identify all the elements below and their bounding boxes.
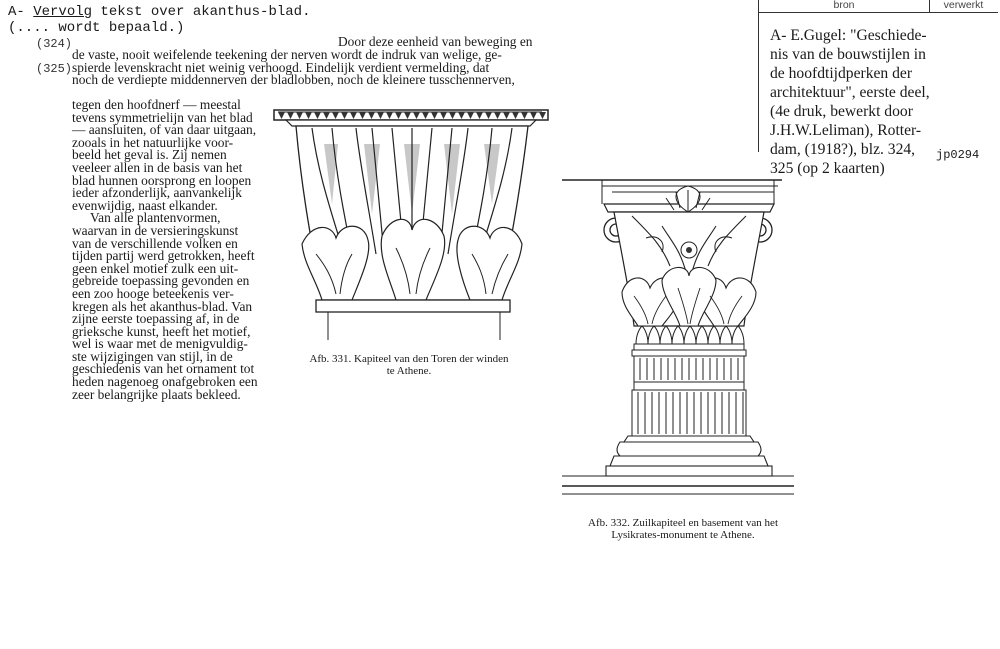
body-line: zijne eerste toepassing af, in de bbox=[72, 311, 240, 327]
figure-332-caption bbox=[578, 517, 788, 541]
body-line: Van alle plantenvormen, bbox=[90, 210, 221, 226]
body-line: ste wijzigingen van stijl, in de bbox=[72, 348, 233, 364]
reference-line: de hoofdtijdperken der bbox=[770, 65, 913, 82]
document-title bbox=[8, 4, 310, 20]
body-line: veeleer allen in de basis van het bbox=[72, 159, 243, 175]
figure-331-caption bbox=[298, 353, 520, 377]
body-line: zeer belangrijke plaats bekleed. bbox=[72, 386, 241, 402]
body-line: geschiedenis van het ornament tot bbox=[72, 361, 255, 377]
caption-line: Afb. 331. Kapiteel van den Toren der winden bbox=[309, 353, 509, 365]
reference-line: nis van de bouwstijlen in bbox=[770, 46, 926, 63]
body-line: ieder afzonderlijk, aanvankelijk bbox=[72, 185, 242, 201]
body-line: geen enkel motief zulk een uit- bbox=[72, 260, 239, 276]
body-line: kregen als het akanthus-blad. Van bbox=[72, 298, 253, 314]
body-line: van de verschillende volken en bbox=[72, 235, 238, 251]
body-line: noch de verdiepte middennerven der bladlobben, noch de kleinere tusschennerven, bbox=[72, 72, 515, 88]
title-prefix: A- bbox=[8, 4, 34, 20]
body-line: tevens symmetrielijn van het blad bbox=[72, 109, 253, 125]
caption-line: Afb. 332. Zuilkapiteel en basement van het bbox=[588, 517, 778, 529]
reference-text bbox=[770, 26, 940, 178]
caption-line: Lysikrates-monument te Athene. bbox=[611, 529, 755, 541]
figure-332-column bbox=[562, 176, 798, 506]
reference-header bbox=[758, 0, 998, 13]
body-first-line: Door deze eenheid van beweging en bbox=[338, 34, 533, 49]
body-line: tegen den hoofdnerf — meestal bbox=[72, 97, 241, 112]
body-line: blad hunnen oorsprong en loopen bbox=[72, 172, 252, 188]
body-line: wel is waar met de menigvuldig- bbox=[72, 336, 248, 352]
body-line: grieksche kunst, heeft het motief, bbox=[72, 323, 251, 339]
body-full-lines bbox=[72, 49, 552, 87]
caption-line: te Athene. bbox=[386, 365, 432, 377]
body-line: een zoo hooge beteekenis ver- bbox=[72, 285, 234, 301]
reference-line: (4e druk, bewerkt door bbox=[770, 103, 913, 120]
body-line: evenwijdig, naast elkander. bbox=[72, 197, 218, 213]
figure-331-capital bbox=[272, 104, 552, 344]
body-line: zooals in het natuurlijke voor- bbox=[72, 134, 234, 150]
margin-page-325: (325) bbox=[36, 62, 73, 76]
reference-line: A- E.Gugel: "Geschiede- bbox=[770, 27, 927, 44]
document-subtitle: (.... wordt bepaald.) bbox=[8, 20, 185, 36]
archive-code: jp0294 bbox=[936, 148, 980, 162]
title-underlined: Vervolg bbox=[33, 4, 93, 20]
column-bron: bron bbox=[758, 0, 930, 12]
body-narrow-column bbox=[72, 99, 262, 401]
margin-page-324: (324) bbox=[36, 37, 73, 51]
body-line: gebreide toepassing gevonden en bbox=[72, 273, 250, 289]
reference-line: 325 (op 2 kaarten) bbox=[770, 160, 885, 177]
title-rest: tekst over akanthus-blad. bbox=[92, 4, 311, 20]
body-line: waarvan in de versieringskunst bbox=[72, 222, 239, 238]
body-line: spierde levenskracht niet weinig verhoogd. Eindelijk verdient vermelding, dat bbox=[72, 59, 490, 75]
reference-line: J.H.W.Leliman), Rotter- bbox=[770, 122, 922, 139]
body-line: de vaste, nooit weifelende teekening der nerven wordt de indruk van welige, ge- bbox=[72, 47, 502, 62]
body-line: heden nagenoeg onafgebroken een bbox=[72, 374, 258, 390]
reference-divider bbox=[758, 12, 759, 152]
reference-box bbox=[758, 0, 998, 177]
body-line: — aansluiten, of van daar uitgaan, bbox=[72, 122, 257, 138]
column-verwerkt: verwerkt bbox=[943, 0, 984, 11]
reference-line: architektuur", eerste deel, bbox=[770, 84, 930, 101]
reference-line: dam, (1918?), blz. 324, bbox=[770, 141, 916, 158]
body-line: tijden partij werd getrokken, heeft bbox=[72, 248, 255, 264]
body-line: beeld het geval is. Zij nemen bbox=[72, 147, 227, 163]
